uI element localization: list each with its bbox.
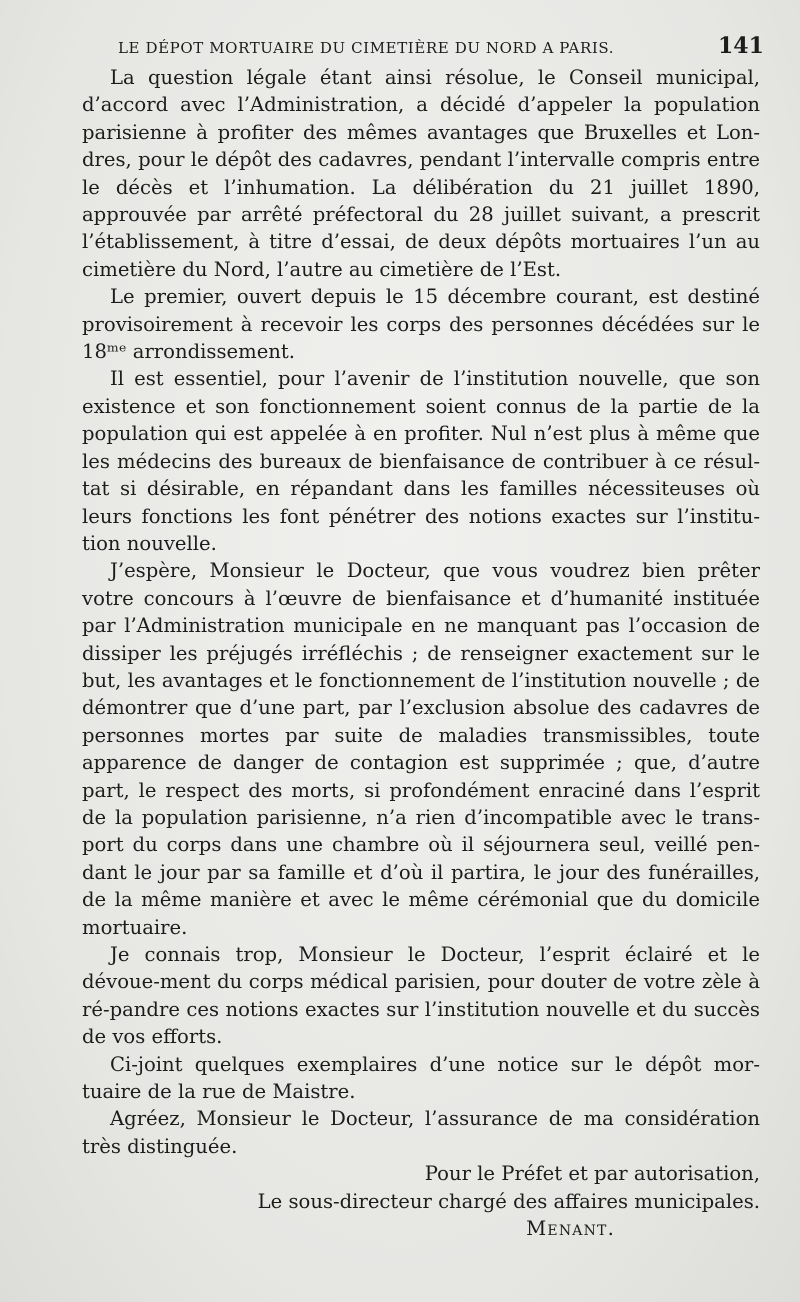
paragraph-legal-question: La question légale étant ainsi résolue, le Conseil municipal, d’accord avec l’Administration, a décidé d’appeler la population parisienne à profiter des mêmes avantages que Bruxelles et Lon-dres, pour le dépôt des cadavres, pendant l’intervalle compris entre le décès et l’inhumation. La délibération du 21 juillet 1890, approuvée par arrêté préfectoral du 28 juillet suivant, a prescrit l’établissement, à titre d’essai, de deux dépôts mortuaires l’un au cimetière du Nord, l’autre au cimetière de l’Est. <box>82 66 760 281</box>
letter-body <box>82 64 760 1242</box>
page-number: 141 <box>718 33 764 59</box>
signatory-name: Menant. <box>526 1217 615 1241</box>
paragraph-essential: Il est essentiel, pour l’avenir de l’institution nouvelle, que son existence et son fonctionnement soient connus de la partie de la population qui est appelée à en profiter. Nul n’est plus à même que les médecins des bureaux de bienfaisance de contribuer à ce résul-tat si désirable, en répandant dans les familles nécessiteuses où leurs fonctions les font pénétrer des notions exactes sur l’institu-tion nouvelle. <box>82 367 760 555</box>
paragraph-enclosure: Ci-joint quelques exemplaires d’une notice sur le dépôt mor-tuaire de la rue de Maistre. <box>82 1052 760 1104</box>
signature-line-1: Pour le Préfet et par autorisation, <box>424 1162 760 1186</box>
paragraph-closing: Agréez, Monsieur le Docteur, l’assurance de ma considération très distinguée. <box>82 1107 760 1158</box>
paragraph-confidence: Je connais trop, Monsieur le Docteur, l’esprit éclairé et le dévoue-ment du corps médical parisien, pour douter de votre zèle à ré-pandre ces notions exactes sur l’institution nouvelle et du succès de vos efforts. <box>82 943 760 1049</box>
paragraph-first-depot: Le premier, ouvert depuis le 15 décembre courant, est destiné provisoirement à recevoir les corps des personnes décédées sur le 18ᵐᵉ arrondissement. <box>82 285 760 364</box>
signature-line-2: Le sous-directeur chargé des affaires municipales. <box>257 1189 760 1213</box>
paragraph-request: J’espère, Monsieur le Docteur, que vous voudrez bien prêter votre concours à l’œuvre de bienfaisance et d’humanité instituée par l’Administration municipale en ne manquant pas l’occasion de dissiper les préjugés irréfléchis ; de renseigner exactement sur le but, les avantages et le fonctionnement de l’institution nouvelle ; de démontrer que d’une part, par l’exclusion absolue des cadavres de personnes mortes par suite de maladies transmissibles, toute apparence de danger de contagion est supprimée ; que, d’autre part, le respect des morts, si profondément enraciné dans l’esprit de la population parisienne, n’a rien d’incompatible avec le trans-port du corps dans une chambre où il séjournera seul, veillé pen-dant le jour par sa famille et d’où il partira, le jour des funérailles, de la même manière et avec le même cérémonial que du domicile mortuaire. <box>82 559 760 939</box>
page-header <box>0 0 800 70</box>
running-title: LE DÉPOT MORTUAIRE DU CIMETIÈRE DU NORD A PARIS. <box>118 39 615 57</box>
